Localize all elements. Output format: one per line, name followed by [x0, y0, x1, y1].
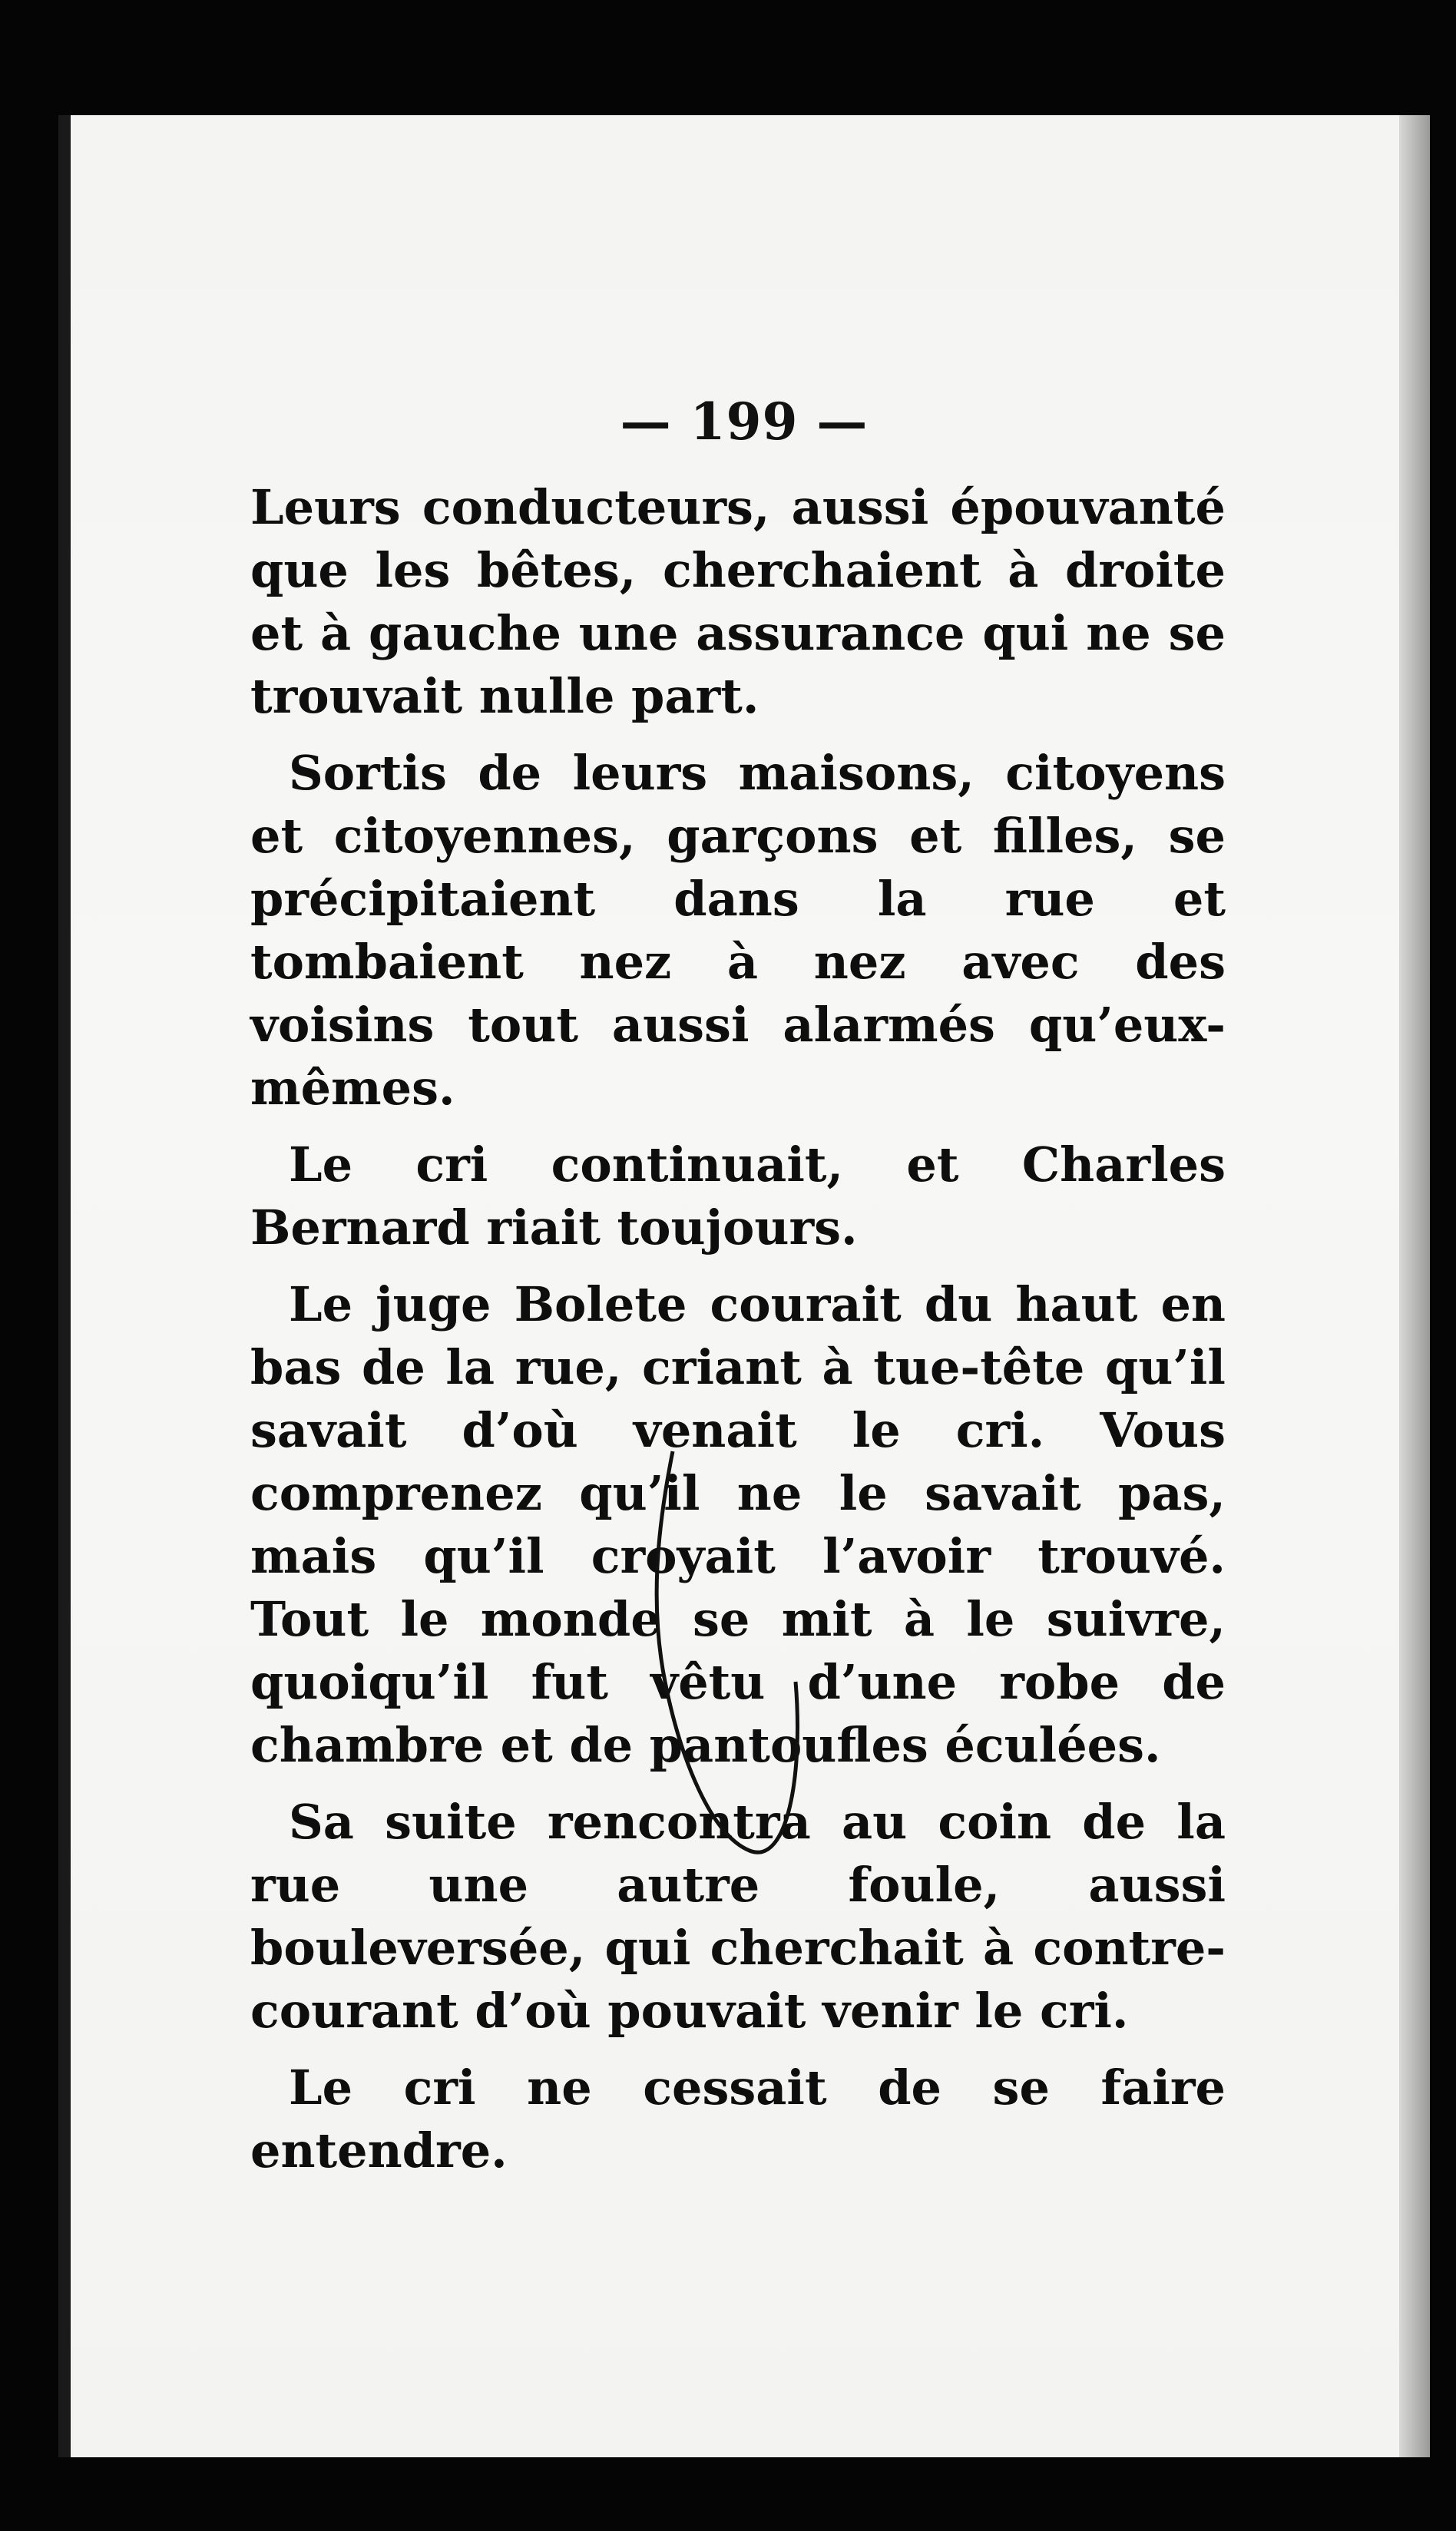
paragraph-6: Le cri ne cessait de se faire entendre.: [250, 2060, 1226, 2179]
book-page: [58, 115, 1430, 2457]
paragraph-4: Le juge Bolete courait du haut en bas de la rue, criant à tue-tête qu’il savait d’où venait le cri. Vous comprenez qu’il ne le savait pas, mais qu’il croyait l’avoir trouvé. Tout le monde se mit à le suivre, quoiqu’il fut vêtu d’une robe de chambre et de pantoufles éculées.: [250, 1276, 1226, 1773]
paragraph-3: Le cri continuait, et Charles Bernard riait toujours.: [250, 1136, 1226, 1256]
paragraph-2: Sortis de leurs maisons, citoyens et citoyennes, garçons et filles, se précipitaient dans la rue et tombaient nez à nez avec des voisins tout aussi alarmés qu’eux-mêmes.: [250, 745, 1226, 1116]
page-binding-edge: [58, 115, 71, 2457]
paragraph-5: Sa suite rencontra au coin de la rue une autre foule, aussi bouleversée, qui cherchait à contre-courant d’où pouvait venir le cri.: [250, 1794, 1226, 2039]
pen-mark: [642, 1436, 826, 1866]
page-right-edge: [1399, 115, 1430, 2457]
page-number: — 199 —: [620, 392, 869, 452]
paragraph-1: Leurs conducteurs, aussi épouvanté que les bêtes, cherchaient à droite et à gauche une assurance qui ne se trouvait nulle part.: [250, 479, 1226, 724]
page-body: [250, 476, 1226, 2196]
